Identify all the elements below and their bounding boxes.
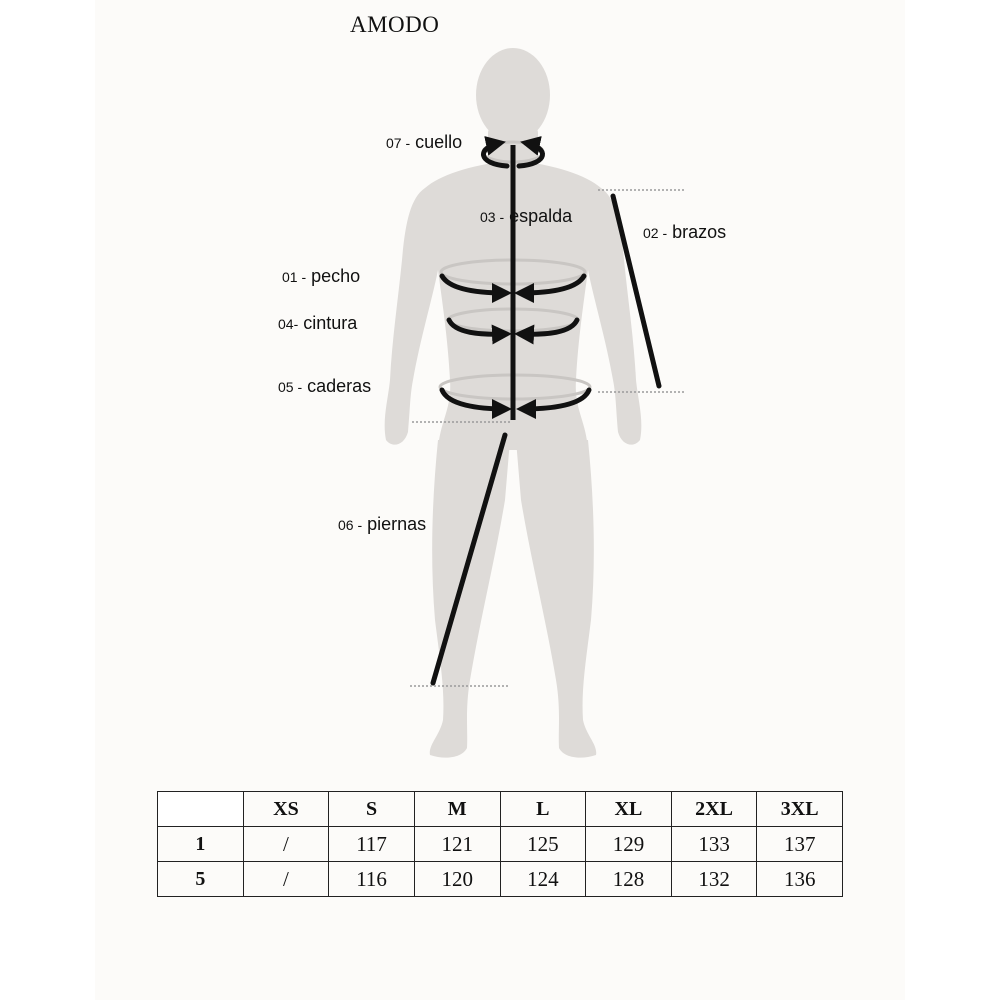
- table-cell: 128: [586, 862, 672, 897]
- label-caderas-number: 05 -: [278, 379, 303, 395]
- size-header-2xl: 2XL: [671, 792, 757, 827]
- row-label: 1: [158, 827, 244, 862]
- table-cell: 132: [671, 862, 757, 897]
- table-cell: 136: [757, 862, 843, 897]
- label-piernas-number: 06 -: [338, 517, 363, 533]
- size-table-header-row: [158, 792, 843, 827]
- table-cell: 124: [500, 862, 586, 897]
- label-cintura: [278, 312, 357, 335]
- size-table: [157, 791, 843, 897]
- label-cuello: [386, 131, 462, 154]
- label-cuello-number: 07 -: [386, 135, 411, 151]
- label-brazos-number: 02 -: [643, 225, 668, 241]
- size-header-xl: XL: [586, 792, 672, 827]
- label-caderas: [278, 375, 371, 398]
- label-cuello-text: cuello: [415, 132, 463, 152]
- size-header-m: M: [414, 792, 500, 827]
- size-header-l: L: [500, 792, 586, 827]
- size-table-corner: [158, 792, 244, 827]
- table-cell: 121: [414, 827, 500, 862]
- label-pecho-number: 01 -: [282, 269, 307, 285]
- label-piernas-text: piernas: [367, 514, 427, 534]
- size-header-3xl: 3XL: [757, 792, 843, 827]
- table-cell: 137: [757, 827, 843, 862]
- table-cell: 116: [329, 862, 415, 897]
- table-cell: 133: [671, 827, 757, 862]
- size-header-s: S: [329, 792, 415, 827]
- label-pecho: [282, 265, 360, 288]
- label-espalda: [480, 205, 572, 228]
- label-brazos-text: brazos: [672, 222, 727, 242]
- label-caderas-text: caderas: [307, 376, 372, 396]
- table-row: [158, 827, 843, 862]
- label-brazos: [643, 221, 726, 244]
- row-label: 5: [158, 862, 244, 897]
- table-cell: 117: [329, 827, 415, 862]
- label-espalda-text: espalda: [509, 206, 573, 226]
- table-row: [158, 862, 843, 897]
- brand-title: AMODO: [350, 12, 440, 37]
- label-piernas: [338, 513, 426, 536]
- label-cintura-number: 04-: [278, 316, 299, 332]
- label-espalda-number: 03 -: [480, 209, 505, 225]
- table-cell: /: [243, 827, 329, 862]
- table-cell: /: [243, 862, 329, 897]
- table-cell: 125: [500, 827, 586, 862]
- label-cintura-text: cintura: [303, 313, 358, 333]
- label-pecho-text: pecho: [311, 266, 361, 286]
- table-cell: 129: [586, 827, 672, 862]
- table-cell: 120: [414, 862, 500, 897]
- size-header-xs: XS: [243, 792, 329, 827]
